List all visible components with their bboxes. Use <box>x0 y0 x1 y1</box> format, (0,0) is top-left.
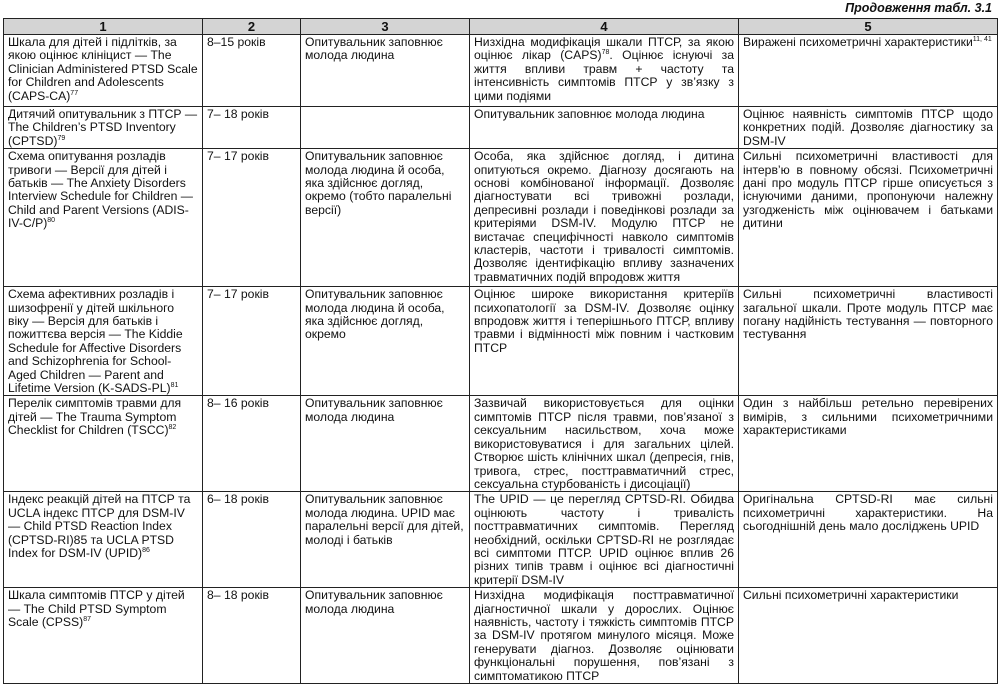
description-cell <box>470 149 739 287</box>
age-range: 7– 17 років <box>207 149 269 164</box>
age-range-cell <box>203 588 301 684</box>
informant-text: Опитувальник заповнює молода людина. UPID має паралельні версії для дітей, молоді і батьків <box>305 492 464 547</box>
tool-name: Індекс реакцій дітей на ПТСР та UCLA індекс ПТСР для DSM-IV — Child PTSD Reaction Index (CPTSD-RI)85 та UCLA PTSD Index for DSM-IV (UPID) <box>8 492 191 560</box>
notes-text: Сильні психометричні властивості для інтерв’ю в повному обсязі. Психометричні дані про модуль ПТСР гірше описується з існуючими даними, пропонуючи належну узгодженість між оцінювачем і батьками дитини <box>743 149 993 231</box>
reference-number: 81 <box>170 382 179 389</box>
age-range: 6– 18 років <box>207 492 269 507</box>
informant-text: Опитувальник заповнює молода людина <box>305 35 443 63</box>
tool-name-cell <box>4 149 203 287</box>
description-text: Зазвичай використовується для оцінки симптомів ПТСР після травми, пов’язаної з сексуальним насильством, хоча може використовуватися і для загальних цілей. Створює шість клінічних шкал (депресія, гнів, тривога, стрес, посттравматичний стрес, сексуальна стурбованість і дисоціації) <box>474 396 734 491</box>
table-row <box>4 588 998 684</box>
tool-name-cell <box>4 107 203 149</box>
age-range-cell <box>203 107 301 149</box>
notes-cell <box>739 396 998 492</box>
reference-number: 77 <box>70 89 79 97</box>
tool-name: Перелік симптомів травми для дітей — The Trauma Symptom Checklist for Children (TSCC) <box>8 396 182 438</box>
informant-text: Опитувальник заповнює молода людина й особа, яка здійснює догляд, окремо (тобто паралельні версії) <box>305 149 452 217</box>
age-range: 7– 18 років <box>207 107 269 121</box>
reference-number: 82 <box>168 424 177 432</box>
reference-number: 80 <box>47 217 56 225</box>
informant-text: Опитувальник заповнює молода людина й особа, яка здійснює догляд, окремо <box>305 287 445 342</box>
reference-number: 79 <box>57 134 66 142</box>
description-cell <box>470 107 739 149</box>
informant-cell <box>301 287 470 396</box>
informant-cell <box>301 396 470 492</box>
table-row <box>4 287 998 396</box>
tool-name-cell <box>4 588 203 684</box>
notes-cell <box>739 149 998 287</box>
reference-number: 11, 41 <box>972 35 992 43</box>
notes-cell <box>739 588 998 684</box>
tool-name-cell <box>4 287 203 396</box>
tool-name: Схема опитування розладів тривоги — Версії для дітей і батьків — The Anxiety Disorders Interview Schedule for Children — Child and Parent Versions (ADIS-IV-C/P) <box>8 149 193 231</box>
reference-number: 86 <box>142 546 150 554</box>
notes-text: Один з найбільш ретельно перевірених вимірів, з сильними психометричними характеристиками <box>743 396 993 438</box>
tool-name: Дитячий опитувальник з ПТСР — The Children’s PTSD Inventory (CPTSD) <box>8 107 198 148</box>
description-cell <box>470 492 739 588</box>
description-text: Низхідна модифікація шкали ПТСР, за якою оцінює лікар (CAPS) <box>474 35 734 63</box>
age-range: 7– 17 років <box>207 287 269 302</box>
table-row <box>4 149 998 287</box>
table-row <box>4 35 998 107</box>
header-row <box>4 19 998 35</box>
notes-text: Виражені психометричні характеристики <box>743 35 973 49</box>
description-cell <box>470 588 739 684</box>
description-text: Оцінює широке використання критеріїв психопатології за DSM-IV. Дозволяє оцінку впродовж життя і теперішнього ПТСР, впливу травми і відмінності між повним і частковим ПТСР <box>474 287 734 355</box>
description-text: Особа, яка здійснює догляд, і дитина опитуються окремо. Діагнозу досягають на основі комбінованої інформації. Дозволяє діагностувати всі тривожні розлади, депресивні розлади і поведінкові розлади за критеріями DSM-IV. Модулю ПТСР не вистачає специфічності навколо симптомів кластерів, частоти і тривалості симптомів. Дозволяє ідентифікацію впливу зазначених травматичних подій впродовж життя <box>474 149 734 284</box>
description-text: Опитувальник заповнює молода людина <box>474 107 705 121</box>
tool-name-cell <box>4 396 203 492</box>
informant-cell <box>301 35 470 107</box>
age-range: 8– 18 років <box>207 588 269 603</box>
notes-cell <box>739 287 998 396</box>
informant-cell <box>301 149 470 287</box>
informant-text: Опитувальник заповнює молода людина <box>305 588 443 616</box>
informant-cell <box>301 588 470 684</box>
tool-name: Шкала для дітей і підлітків, за якою оцінює клініцист — The Clinician Administered PTSD Scale for Children and Adolescents (CAPS-CA) <box>8 35 198 103</box>
tool-name-cell <box>4 492 203 588</box>
age-range: 8– 16 років <box>207 396 269 411</box>
tool-name: Схема афективних розладів і шизофренії у дітей шкільного віку — Версія для батьків і пожиттєва версія — The Kiddie Schedule for Affective Disorders and Schizophrenia for School-Aged Children — Parent and Lifetime Version (K-SADS-PL) <box>8 287 183 396</box>
reference-number: 78 <box>601 49 610 57</box>
notes-text: Сильні психометричні властивості загальної шкали. Проте модуль ПТСР має погану надійність тестування — повторного тестування <box>743 287 993 342</box>
column-header: 1 <box>4 19 203 35</box>
notes-text: Оцінює наявність симптомів ПТСР щодо конкретних подій. Дозволяє діагностику за DSM-IV <box>743 107 993 148</box>
description-cell <box>470 287 739 396</box>
notes-cell <box>739 107 998 149</box>
age-range-cell <box>203 396 301 492</box>
informant-text: Опитувальник заповнює молода людина <box>305 396 443 424</box>
informant-cell <box>301 492 470 588</box>
notes-text: Сильні психометричні характеристики <box>743 588 959 603</box>
column-header: 5 <box>739 19 998 35</box>
column-header: 3 <box>301 19 470 35</box>
age-range-cell <box>203 149 301 287</box>
age-range-cell <box>203 492 301 588</box>
table-row <box>4 492 998 588</box>
column-header: 4 <box>470 19 739 35</box>
age-range: 8–15 років <box>207 35 266 49</box>
table-row <box>4 107 998 149</box>
table-row <box>4 396 998 492</box>
tool-name: Шкала симптомів ПТСР у дітей — The Child PTSD Symptom Scale (CPSS) <box>8 588 185 629</box>
assessment-tools-table <box>3 18 998 684</box>
age-range-cell <box>203 287 301 396</box>
notes-cell <box>739 492 998 588</box>
notes-cell <box>739 35 998 107</box>
reference-number: 87 <box>83 615 91 623</box>
description-text: Низхідна модифікація посттравматичної діагностичної шкали у дорослих. Оцінює наявність, частоту і тяжкість симптомів ПТСР за DSM-IV протягом минулого місяця. Може генерувати діагноз. Дозволяє оцінювати функціональні порушення, пов’язані з симптоматикою ПТСР <box>474 588 734 683</box>
description-text: The UPID — це перегляд CPTSD-RI. Обидва оцінюють частоту і тривалість посттравматичних симптомів. Перегляд необхідний, оскільки CPTSD-RI не розглядає всі симптоми ПТСР. UPID оцінює вплив 26 різних типів травм і оцінює всі діагностичні критерії DSM-IV <box>474 492 734 587</box>
notes-text: Оригінальна CPTSD-RI має сильні психометричні характеристики. На сьогоднішній день мало досліджень UPID <box>743 492 993 534</box>
table-caption: Продовження табл. 3.1 <box>845 1 992 15</box>
column-header: 2 <box>203 19 301 35</box>
informant-cell <box>301 107 470 149</box>
description-cell <box>470 35 739 107</box>
description-cell <box>470 396 739 492</box>
tool-name-cell <box>4 35 203 107</box>
table-body <box>4 35 998 684</box>
age-range-cell <box>203 35 301 107</box>
description-text-continued: . Оцінює існуючі за життя впливи травм + частоту та інтенсивність симптомів ПТСР у зв’язку з цими подіями <box>474 48 734 103</box>
